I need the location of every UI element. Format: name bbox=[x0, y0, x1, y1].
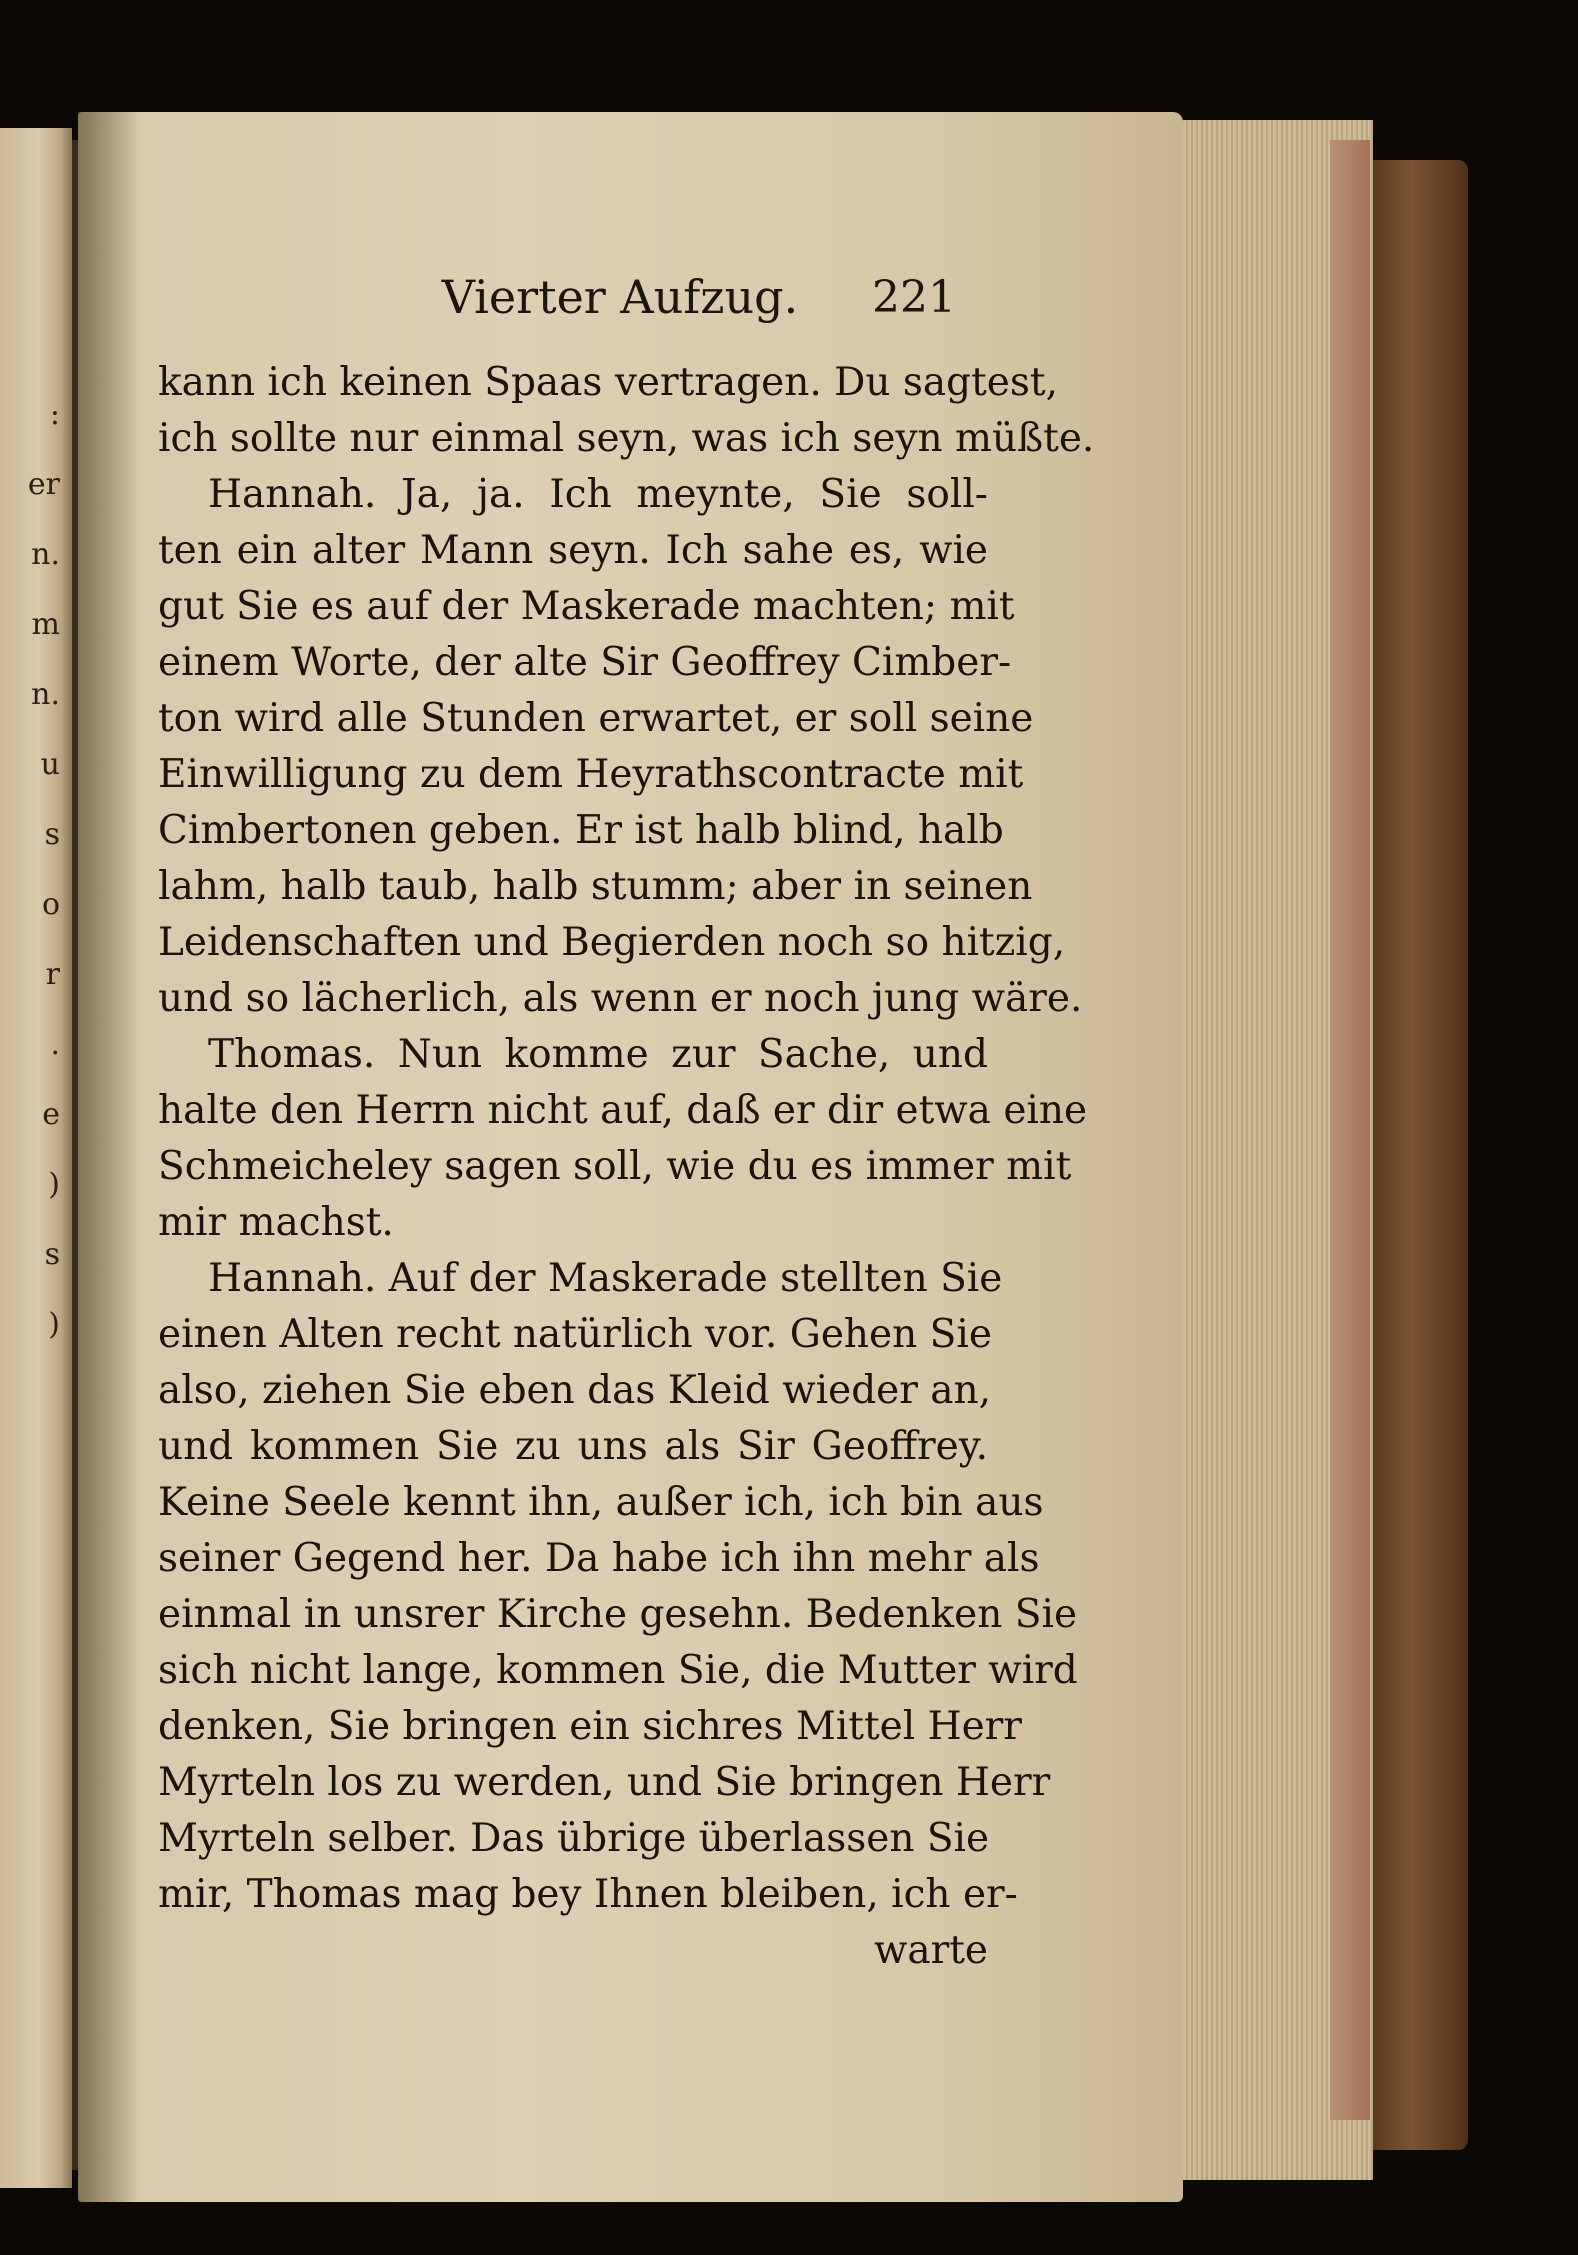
leather-cover bbox=[1373, 160, 1468, 2150]
text-line: ich sollte nur einmal seyn, was ich seyn müßte. bbox=[158, 416, 1095, 461]
left-fragment: n. bbox=[31, 537, 60, 572]
left-fragment: u bbox=[40, 747, 60, 782]
text-line: Einwilligung zu dem Heyrathscontracte mit bbox=[158, 752, 1024, 797]
text-line: also, ziehen Sie eben das Kleid wieder an, bbox=[158, 1368, 992, 1413]
left-fragment: n. bbox=[31, 677, 60, 712]
text-line: ten ein alter Mann seyn. Ich sahe es, wie bbox=[158, 528, 988, 573]
left-fragment: . bbox=[50, 1027, 60, 1062]
left-fragment: s bbox=[44, 1237, 60, 1272]
left-fragment: r bbox=[45, 957, 60, 992]
text-line: gut Sie es auf der Maskerade machten; mit bbox=[158, 584, 1015, 629]
gutter-shadow bbox=[78, 112, 138, 2202]
left-fragment: ) bbox=[48, 1167, 60, 1202]
red-page-edges bbox=[1330, 140, 1370, 2120]
catchword: warte bbox=[873, 1928, 988, 1973]
text-line: sich nicht lange, kommen Sie, die Mutter wird bbox=[158, 1648, 1078, 1693]
text-line: kann ich keinen Spaas vertragen. Du sagtest, bbox=[158, 360, 1058, 405]
left-page-text-fragments bbox=[0, 380, 70, 1360]
left-fragment: m bbox=[31, 607, 60, 642]
body-text bbox=[158, 355, 1095, 1979]
text-line: denken, Sie bringen ein sichres Mittel Herr bbox=[158, 1704, 1022, 1749]
left-fragment: ) bbox=[48, 1307, 60, 1342]
text-line: mir, Thomas mag bey Ihnen bleiben, ich er- bbox=[158, 1872, 1018, 1917]
left-fragment: er bbox=[27, 467, 60, 502]
text-line: mir machst. bbox=[158, 1200, 394, 1245]
left-fragment: : bbox=[49, 397, 60, 432]
text-line: Schmeicheley sagen soll, wie du es immer mit bbox=[158, 1144, 1072, 1189]
left-fragment: e bbox=[42, 1097, 60, 1132]
text-line: Cimbertonen geben. Er ist halb blind, halb bbox=[158, 808, 1004, 853]
running-head: Vierter Aufzug. bbox=[441, 270, 799, 324]
text-line: Leidenschaften und Begierden noch so hitzig, bbox=[158, 920, 1066, 965]
text-line: Myrteln los zu werden, und Sie bringen Herr bbox=[158, 1760, 1051, 1805]
text-line: Thomas. Nun komme zur Sache, und bbox=[208, 1032, 988, 1077]
text-line: Hannah. Ja, ja. Ich meynte, Sie soll- bbox=[208, 472, 988, 517]
text-line: einmal in unsrer Kirche gesehn. Bedenken Sie bbox=[158, 1592, 1078, 1637]
text-line: Hannah. Auf der Maskerade stellten Sie bbox=[208, 1256, 1003, 1301]
page-number: 221 bbox=[872, 272, 956, 323]
left-fragment: o bbox=[41, 887, 60, 922]
text-line: Keine Seele kennt ihn, außer ich, ich bin aus bbox=[158, 1480, 1044, 1525]
text-line: einem Worte, der alte Sir Geoffrey Cimber- bbox=[158, 640, 1012, 685]
text-line: seiner Gegend her. Da habe ich ihn mehr als bbox=[158, 1536, 1040, 1581]
text-line: halte den Herrn nicht auf, daß er dir etwa eine bbox=[158, 1088, 1088, 1133]
text-line: und kommen Sie zu uns als Sir Geoffrey. bbox=[158, 1424, 988, 1469]
text-line: ton wird alle Stunden erwartet, er soll seine bbox=[158, 696, 1034, 741]
text-line: und so lächerlich, als wenn er noch jung wäre. bbox=[158, 976, 1083, 1021]
left-fragment: s bbox=[44, 817, 60, 852]
text-line: einen Alten recht natürlich vor. Gehen Sie bbox=[158, 1312, 992, 1357]
text-line: Myrteln selber. Das übrige überlassen Sie bbox=[158, 1816, 990, 1861]
text-line: lahm, halb taub, halb stumm; aber in seinen bbox=[158, 864, 1033, 909]
